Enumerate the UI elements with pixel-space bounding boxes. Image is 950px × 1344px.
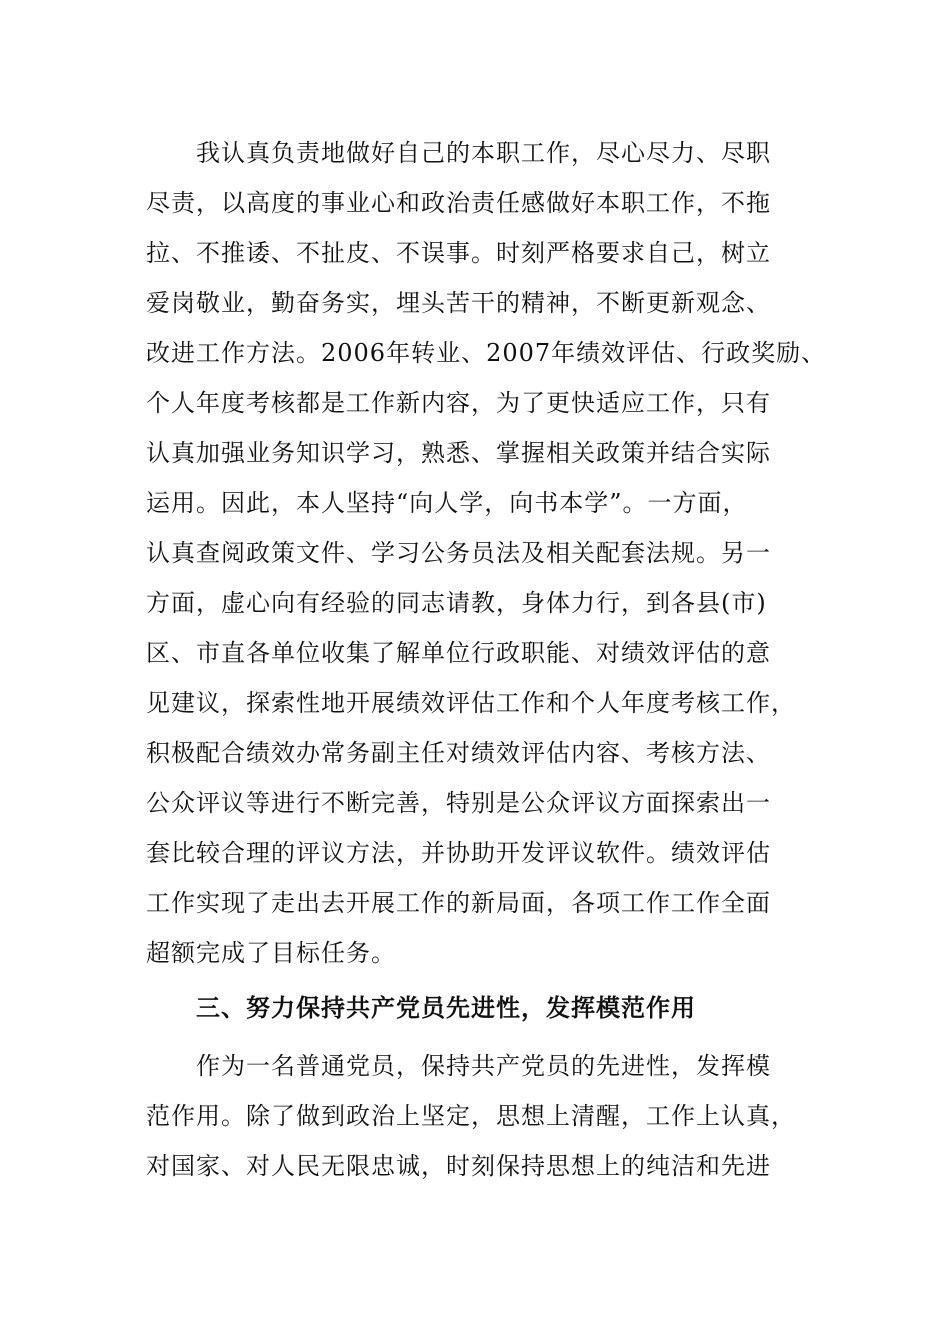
paragraph-line: 范作用。除了做到政治上坚定，思想上清醒，工作上认真， bbox=[146, 1102, 796, 1130]
paragraph-line: 尽责，以高度的事业心和政治责任感做好本职工作，不拖 bbox=[146, 189, 771, 217]
paragraph-line: 我认真负责地做好自己的本职工作，尽心尽力、尽职 bbox=[196, 139, 771, 167]
paragraph-line: 对国家、对人民无限忠诚，时刻保持思想上的纯洁和先进 bbox=[146, 1152, 771, 1180]
paragraph-line: 套比较合理的评议方法，并协助开发评议软件。绩效评估 bbox=[146, 839, 771, 867]
paragraph-line: 改进工作方法。2006年转业、2007年绩效评估、行政奖励、 bbox=[146, 339, 827, 367]
paragraph-line: 积极配合绩效办常务副主任对绩效评估内容、考核方法、 bbox=[146, 739, 771, 767]
body-paragraph-work-duties bbox=[146, 128, 826, 978]
paragraph-line: 个人年度考核都是工作新内容，为了更快适应工作，只有 bbox=[146, 389, 771, 417]
paragraph-line: 超额完成了目标任务。 bbox=[146, 939, 396, 967]
section-heading-text: 三、努力保持共产党员先进性，发挥模范作用 bbox=[196, 994, 696, 1022]
paragraph-line: 运用。因此，本人坚持“向人学，向书本学”。一方面， bbox=[146, 489, 748, 517]
paragraph-line: 爱岗敬业，勤奋务实，埋头苦干的精神，不断更新观念、 bbox=[146, 289, 771, 317]
paragraph-line: 区、市直各单位收集了解单位行政职能、对绩效评估的意 bbox=[146, 639, 771, 667]
paragraph-line: 见建议，探索性地开展绩效评估工作和个人年度考核工作， bbox=[146, 689, 796, 717]
paragraph-line: 认真查阅政策文件、学习公务员法及相关配套法规。另一 bbox=[146, 539, 771, 567]
paragraph-line: 工作实现了走出去开展工作的新局面，各项工作工作全面 bbox=[146, 889, 771, 917]
body-paragraph-party-member bbox=[146, 1041, 826, 1191]
paragraph-line: 作为一名普通党员，保持共产党员的先进性，发挥模 bbox=[196, 1052, 771, 1080]
paragraph-line: 拉、不推诿、不扯皮、不误事。时刻严格要求自己，树立 bbox=[146, 239, 771, 267]
paragraph-line: 公众评议等进行不断完善，特别是公众评议方面探索出一 bbox=[146, 789, 771, 817]
paragraph-line: 认真加强业务知识学习，熟悉、掌握相关政策并结合实际 bbox=[146, 439, 771, 467]
section-heading-3 bbox=[146, 983, 826, 1033]
paragraph-line: 方面，虚心向有经验的同志请教，身体力行，到各县(市) bbox=[146, 589, 767, 617]
